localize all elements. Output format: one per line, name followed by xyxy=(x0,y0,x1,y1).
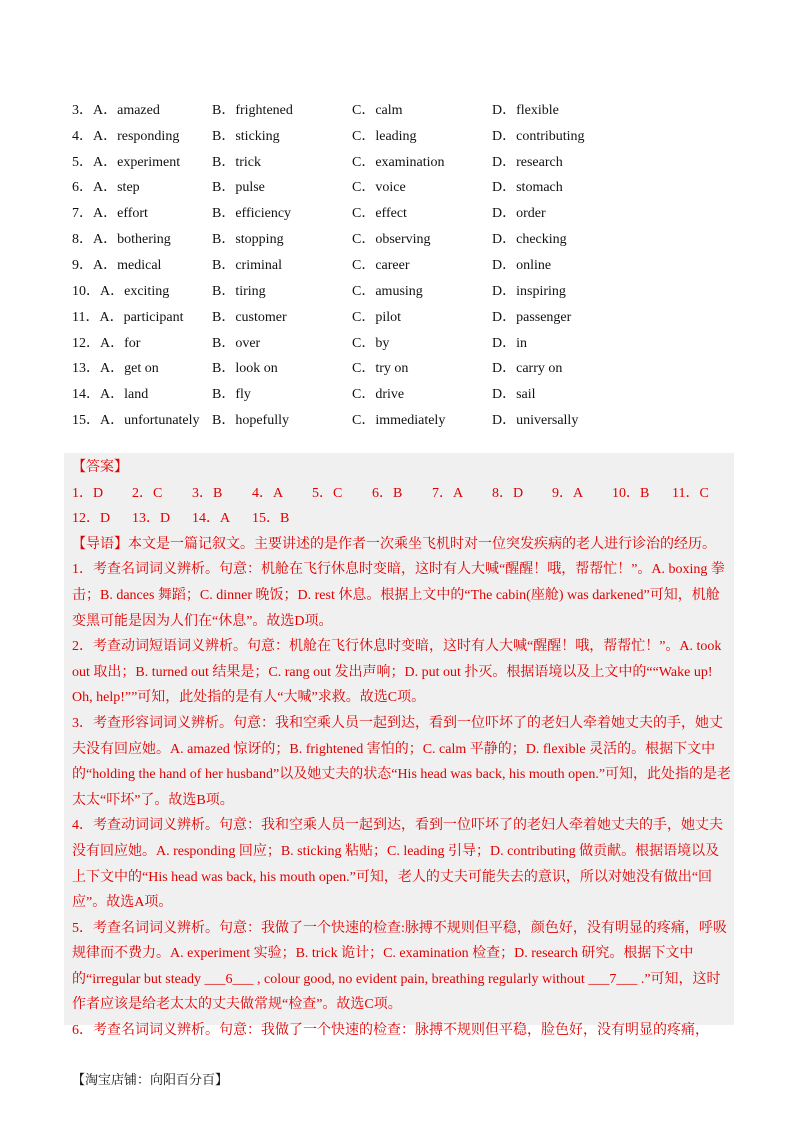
guide-paragraph xyxy=(72,532,732,558)
option-d: D．in xyxy=(492,335,527,351)
option-b: B．criminal xyxy=(212,257,282,273)
option-c: C．calm xyxy=(352,102,403,118)
answer-item: 12．D xyxy=(72,511,111,527)
answer-item: 11．C xyxy=(672,485,709,501)
option-d: D．passenger xyxy=(492,309,572,325)
option-c: C．leading xyxy=(352,128,417,144)
option-row xyxy=(72,148,752,174)
option-b: B．sticking xyxy=(212,128,280,144)
option-a: 5．A．experiment xyxy=(72,154,181,170)
option-d: D．sail xyxy=(492,387,536,403)
answer-item: 4．A xyxy=(252,485,284,501)
explanation-paragraph: 3．考查形容词词义辨析。句意：我和空乘人员一起到达，看到一位吓坏了的老妇人牵着她丈夫的手，她丈夫没有回应她。A. amazed 惊讶的；B. frightened 害怕的；C. calm 平静的；D. flexible 灵活的。根据下文中的“holding the hand of her husband”以及她丈夫的状态“His head was back, his mouth open.”可知，此处指的是老太太“吓坏”了。故选B项。 xyxy=(72,715,732,808)
option-a: 4．A．responding xyxy=(72,128,180,144)
answer-item: 3．B xyxy=(192,485,223,501)
option-row xyxy=(72,277,752,303)
option-c: C．try on xyxy=(352,361,409,377)
explanation-paragraph: 6．考查名词词义辨析。句意：我做了一个快速的检查：脉搏不规则但平稳，脸色好，没有明显的疼痛， xyxy=(72,1023,709,1039)
option-d: D．research xyxy=(492,154,563,170)
guide-text: 本文是一篇记叙文。主要讲述的是作者一次乘坐飞机时对一位突发疾病的老人进行诊治的经历。 xyxy=(128,536,716,552)
option-row xyxy=(72,174,752,200)
option-a: 15．A．unfortunately xyxy=(72,413,200,429)
answer-item: 2．C xyxy=(132,485,163,501)
option-c: C．observing xyxy=(352,232,431,248)
answer-item: 14．A xyxy=(192,511,231,527)
options-list xyxy=(72,96,752,432)
option-c: C．amusing xyxy=(352,283,423,299)
answer-item: 10．B xyxy=(612,485,650,501)
option-c: C．examination xyxy=(352,154,445,170)
option-d: D．universally xyxy=(492,413,579,429)
option-row xyxy=(72,199,752,225)
option-a: 11．A．participant xyxy=(72,309,184,325)
option-b: B．frightened xyxy=(212,102,293,118)
option-c: C．voice xyxy=(352,180,406,196)
option-b: B．over xyxy=(212,335,261,351)
option-row xyxy=(72,329,752,355)
option-a: 10．A．exciting xyxy=(72,283,170,299)
option-row xyxy=(72,354,752,380)
option-a: 9．A．medical xyxy=(72,257,162,273)
option-b: B．look on xyxy=(212,361,278,377)
option-row xyxy=(72,122,752,148)
option-c: C．effect xyxy=(352,206,407,222)
answer-item: 8．D xyxy=(492,485,524,501)
option-row xyxy=(72,380,752,406)
explanations-list xyxy=(72,557,732,1043)
explanation-paragraph: 2．考查动词短语词义辨析。句意：机舱在飞行休息时变暗，这时有人大喊“醒醒！哦，帮帮忙！”。A. took out 取出；B. turned out 结果是；C. rang out 发出声响；D. put out 扑灭。根据语境以及上文中的““Wake up! Oh, help!””可知，此处指的是有人“大喊”求救。故选C项。 xyxy=(72,639,722,706)
answer-key-row-2 xyxy=(72,506,732,532)
option-row xyxy=(72,251,752,277)
explanation-paragraph: 5．考查名词词义辨析。句意：我做了一个快速的检查:脉搏不规则但平稳，颜色好，没有明显的疼痛，呼吸规律而不费力。A. experiment 实验；B. trick 诡计；C. examination 检查；D. research 研究。根据下文中的“irregular but steady ___6___ , colour good, no evident pain, breathing regularly without ___7___ .”可知，这时作者应该是给老太太的丈夫做常规“检查”。故选C项。 xyxy=(72,920,727,1013)
option-c: C．by xyxy=(352,335,390,351)
explanation-paragraph: 1．考查名词词义辨析。句意：机舱在飞行休息时变暗，这时有人大喊“醒醒！哦，帮帮忙！”。A. boxing 拳击；B. dances 舞蹈；C. dinner 晚饭；D. rest 休息。根据上文中的“The cabin(座舱) was darkened”可知，机舱变黑可能是因为人们在“休息”。故选D项。 xyxy=(72,562,725,629)
option-b: B．fly xyxy=(212,387,251,403)
option-a: 12．A．for xyxy=(72,335,141,351)
option-a: 3．A．amazed xyxy=(72,102,160,118)
answer-item: 13．D xyxy=(132,511,171,527)
option-b: B．efficiency xyxy=(212,206,292,222)
option-d: D．flexible xyxy=(492,102,559,118)
option-d: D．contributing xyxy=(492,128,585,144)
answer-item: 15．B xyxy=(252,511,290,527)
option-b: B．trick xyxy=(212,154,261,170)
option-c: C．immediately xyxy=(352,413,446,429)
option-d: D．carry on xyxy=(492,361,563,377)
option-b: B．customer xyxy=(212,309,287,325)
option-a: 13．A．get on xyxy=(72,361,159,377)
answer-section xyxy=(72,455,732,1044)
option-a: 8．A．bothering xyxy=(72,232,171,248)
option-b: B．tiring xyxy=(212,283,266,299)
option-c: C．pilot xyxy=(352,309,402,325)
explanation-paragraph: 4．考查动词词义辨析。句意：我和空乘人员一起到达，看到一位吓坏了的老妇人牵着她丈夫的手，她丈夫没有回应她。A. responding 回应；B. sticking 粘贴；C. leading 引导；D. contributing 做贡献。根据语境以及上下文中的“His head was back, his mouth open.”可知，老人的丈夫可能失去的意识，所以对她没有做出“回应”。故选A项。 xyxy=(72,818,723,911)
option-a: 6．A．step xyxy=(72,180,140,196)
option-row xyxy=(72,96,752,122)
guide-label: 【导语】 xyxy=(72,536,128,552)
option-a: 14．A．land xyxy=(72,387,149,403)
answer-item: 5．C xyxy=(312,485,343,501)
option-row xyxy=(72,303,752,329)
option-d: D．inspiring xyxy=(492,283,566,299)
option-d: D．stomach xyxy=(492,180,563,196)
answer-key-row-1 xyxy=(72,481,732,507)
option-a: 7．A．effort xyxy=(72,206,148,222)
option-d: D．checking xyxy=(492,232,567,248)
option-c: C．drive xyxy=(352,387,405,403)
answer-heading: 【答案】 xyxy=(72,460,128,475)
option-d: D．order xyxy=(492,206,546,222)
option-c: C．career xyxy=(352,257,410,273)
option-b: B．stopping xyxy=(212,232,284,248)
answer-item: 7．A xyxy=(432,485,464,501)
answer-item: 1．D xyxy=(72,485,104,501)
footer-shop-label: 【淘宝店铺：向阳百分百】 xyxy=(72,1073,229,1088)
answer-item: 6．B xyxy=(372,485,403,501)
option-row xyxy=(72,225,752,251)
option-b: B．hopefully xyxy=(212,413,289,429)
option-d: D．online xyxy=(492,257,552,273)
option-b: B．pulse xyxy=(212,180,265,196)
option-row xyxy=(72,406,752,432)
answer-item: 9．A xyxy=(552,485,584,501)
